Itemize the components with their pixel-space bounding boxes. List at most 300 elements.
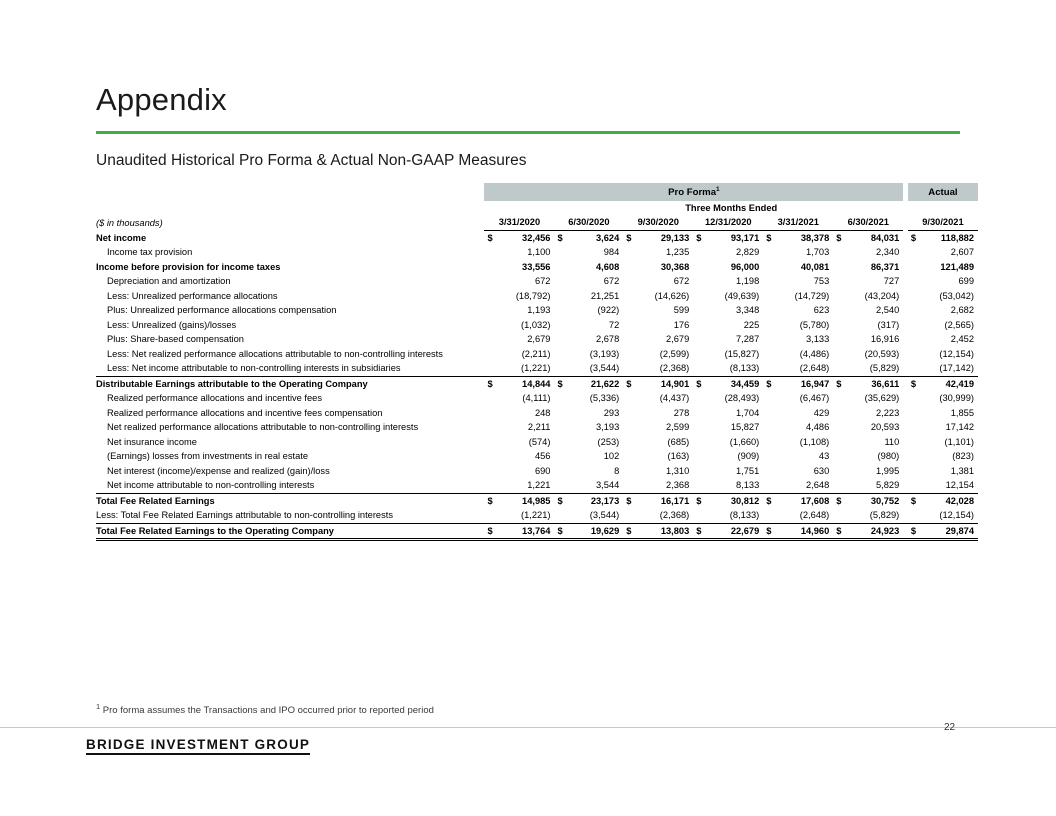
cell-value: 727 [883,276,900,287]
cell-value: (18,792) [515,290,551,301]
currency-symbol [554,435,566,450]
cell-value: 2,452 [950,334,974,345]
row-label: Income tax provision [107,247,193,258]
currency-symbol: $ [908,523,920,540]
cell-value: (5,780) [799,319,830,330]
currency-symbol [554,420,566,435]
footer-divider [0,727,1056,728]
cell-value: 19,629 [566,523,623,540]
cell-value: (12,154) [939,510,974,521]
cell-value: 630 [813,465,830,476]
col-head-5: 6/30/2021 [833,215,903,230]
footnote [96,702,434,716]
cell-value: (20,593) [864,348,900,359]
currency-symbol [693,245,705,260]
currency-symbol: $ [908,493,920,508]
currency-symbol [623,391,635,406]
cell-value: 3,193 [596,422,620,433]
table-row [96,318,978,333]
cell-value: (14,626) [654,290,690,301]
currency-symbol [623,464,635,479]
cell-value: 3,544 [596,480,620,491]
currency-symbol [554,289,566,304]
cell-value: 2,340 [876,247,900,258]
cell-value: (980) [877,451,900,462]
period-blank [96,201,484,216]
cell-value: 1,193 [527,305,551,316]
currency-symbol [693,289,705,304]
cell-value: 8,133 [736,480,760,491]
col-head-2: 9/30/2020 [623,215,693,230]
currency-symbol: $ [693,523,705,540]
cell-value: (17,142) [939,363,974,374]
row-label: Total Fee Related Earnings [96,493,484,508]
cell-value: 17,142 [945,422,974,433]
cell-value: (2,368) [659,510,690,521]
cell-value: (4,437) [659,393,690,404]
cell-value: 24,923 [845,523,903,540]
currency-symbol: $ [763,376,775,391]
cell-value: 753 [813,276,830,287]
row-label: Net insurance income [107,436,197,447]
currency-symbol [484,289,496,304]
cell-value: (4,111) [522,393,551,404]
currency-symbol [833,420,845,435]
currency-symbol: $ [484,376,496,391]
cell-value: 4,608 [596,261,620,272]
cell-value: (28,493) [724,393,760,404]
table-row [96,420,978,435]
currency-symbol [623,361,635,376]
currency-symbol: $ [763,493,775,508]
table-row [96,245,978,260]
cell-value: (1,221) [521,363,551,374]
cell-value: (12,154) [939,348,974,359]
cell-value: 93,171 [730,232,760,243]
cell-value: 278 [673,407,690,418]
cell-value: 429 [813,407,830,418]
cell-value: (922) [597,305,620,316]
page-subtitle: Unaudited Historical Pro Forma & Actual Non-GAAP Measures [96,152,527,169]
currency-symbol [554,449,566,464]
cell-value: 14,901 [635,376,693,391]
table-row [96,361,978,376]
cell-value: 84,031 [870,232,900,243]
cell-value: (253) [597,436,620,447]
cell-value: 14,985 [496,493,554,508]
currency-symbol: $ [623,493,635,508]
row-label: Realized performance allocations and incentive fees [107,393,322,404]
cell-value: (3,544) [589,363,620,374]
currency-symbol [554,406,566,421]
currency-symbol [484,464,496,479]
currency-symbol [484,303,496,318]
currency-symbol [908,508,920,523]
currency-symbol [623,449,635,464]
currency-symbol [908,420,920,435]
cell-value: 21,622 [566,376,623,391]
currency-symbol [908,406,920,421]
currency-symbol: $ [833,376,845,391]
cell-value: 14,960 [775,523,833,540]
currency-symbol [623,245,635,260]
currency-symbol [484,260,496,275]
cell-value: (685) [667,436,690,447]
table-row [96,493,978,508]
currency-symbol: $ [626,232,632,243]
cell-value: 1,235 [666,247,690,258]
currency-symbol [693,303,705,318]
cell-value: 248 [534,407,551,418]
currency-symbol [484,347,496,362]
cell-value: 4,486 [806,422,830,433]
cell-value: (3,193) [589,348,620,359]
cell-value: 72 [608,319,620,330]
currency-symbol: $ [554,376,566,391]
currency-symbol [908,449,920,464]
currency-symbol [833,260,845,275]
currency-symbol [484,449,496,464]
currency-symbol [484,391,496,406]
currency-symbol: $ [693,493,705,508]
currency-symbol [693,332,705,347]
cell-value: 102 [603,451,620,462]
cell-value: (30,999) [939,393,974,404]
cell-value: 15,827 [730,422,760,433]
currency-symbol [693,464,705,479]
cell-value: (14,729) [794,290,830,301]
page-number: 22 [944,722,956,733]
currency-symbol [693,508,705,523]
currency-symbol [484,332,496,347]
cell-value: 1,100 [527,247,551,258]
footnote-marker: 1 [96,702,101,711]
cell-value: 29,874 [920,523,978,540]
currency-symbol [833,245,845,260]
cell-value: 672 [603,276,620,287]
currency-symbol [763,347,775,362]
currency-symbol: $ [908,376,920,391]
cell-value: 623 [813,305,830,316]
cell-value: 690 [534,465,551,476]
row-label: Net income attributable to non-controlling interests [107,480,315,491]
row-label: Net interest (income)/expense and realized (gain)/loss [107,465,330,476]
cell-value: 293 [603,407,620,418]
cell-value: 1,855 [950,407,974,418]
cell-value: (8,133) [729,363,760,374]
currency-symbol [693,435,705,450]
cell-value: 86,371 [870,261,900,272]
currency-symbol [623,289,635,304]
currency-symbol [693,260,705,275]
cell-value: 8 [614,465,620,476]
col-head-4: 3/31/2021 [763,215,833,230]
cell-value: 42,028 [920,493,978,508]
cell-value: 32,456 [522,232,551,243]
currency-symbol [693,274,705,289]
header-three-months-ended: Three Months Ended [685,202,778,213]
cell-value: 2,648 [806,480,830,491]
currency-symbol [693,318,705,333]
currency-symbol [554,332,566,347]
row-label: Plus: Unrealized performance allocations compensation [107,305,337,316]
table-row [96,508,978,523]
currency-symbol [484,274,496,289]
row-label: Distributable Earnings attributable to the Operating Company [96,376,484,391]
company-logo: BRIDGE INVESTMENT GROUP [86,737,310,755]
currency-symbol [833,274,845,289]
cell-value: 2,679 [527,334,551,345]
cell-value: 2,368 [666,480,690,491]
cell-value: 2,223 [876,407,900,418]
header-row-groups [96,183,978,201]
currency-symbol [763,391,775,406]
row-label: Realized performance allocations and incentive fees compensation [107,407,383,418]
cell-value: 20,593 [870,422,900,433]
currency-symbol [554,464,566,479]
cell-value: (2,211) [521,348,551,359]
cell-value: 1,198 [736,276,760,287]
page-title: Appendix [96,82,227,117]
cell-value: 2,540 [876,305,900,316]
currency-symbol [763,406,775,421]
currency-symbol [763,332,775,347]
currency-symbol [484,245,496,260]
cell-value: (317) [877,319,900,330]
table-row [96,289,978,304]
row-label: Depreciation and amortization [107,276,231,287]
cell-value: 7,287 [736,334,760,345]
currency-symbol [693,406,705,421]
footnote-text: Pro forma assumes the Transactions and IPO occurred prior to reported period [100,705,434,717]
header-blank [96,183,484,201]
cell-value: 699 [958,276,974,287]
currency-symbol [763,303,775,318]
currency-symbol [763,435,775,450]
cell-value: 1,310 [666,465,690,476]
col-head-3: 12/31/2020 [693,215,763,230]
cell-value: 225 [743,319,760,330]
cell-value: (1,032) [521,319,551,330]
currency-symbol [908,332,920,347]
cell-value: 2,678 [596,334,620,345]
currency-symbol [763,289,775,304]
currency-symbol [693,361,705,376]
cell-value: (1,101) [944,436,974,447]
cell-value: 21,251 [590,290,620,301]
currency-symbol [763,361,775,376]
currency-symbol [623,303,635,318]
currency-symbol: $ [696,232,702,243]
cell-value: 456 [534,451,551,462]
table-row [96,449,978,464]
cell-value: (35,629) [864,393,900,404]
currency-symbol: $ [910,232,917,243]
units-label: ($ in thousands) [96,217,163,228]
currency-symbol [763,508,775,523]
currency-symbol [623,406,635,421]
table-row [96,303,978,318]
cell-value: 23,173 [566,493,623,508]
table-row [96,478,978,493]
currency-symbol [554,274,566,289]
currency-symbol: $ [623,376,635,391]
currency-symbol [623,508,635,523]
financial-table [96,183,978,541]
currency-symbol: $ [766,232,772,243]
currency-symbol [623,347,635,362]
currency-symbol [763,420,775,435]
cell-value: (49,639) [724,290,760,301]
row-label: Plus: Share-based compensation [107,334,244,345]
cell-value: 672 [534,276,551,287]
cell-value: 30,752 [845,493,903,508]
header-row-dates [96,215,978,230]
currency-symbol [484,478,496,493]
cell-value: 3,624 [596,232,620,243]
currency-symbol [693,478,705,493]
currency-symbol: $ [554,523,566,540]
currency-symbol: $ [836,232,842,243]
table-row [96,406,978,421]
cell-value: (8,133) [729,510,760,521]
currency-symbol [908,260,920,275]
cell-value: 1,381 [950,465,974,476]
currency-symbol [908,435,920,450]
pro-forma-footnote-marker: 1 [716,186,720,193]
cell-value: 40,081 [800,261,830,272]
cell-value: 2,211 [527,422,551,433]
cell-value: 2,679 [666,334,690,345]
cell-value: (2,368) [659,363,690,374]
cell-value: (15,827) [724,348,760,359]
currency-symbol [833,361,845,376]
currency-symbol [554,361,566,376]
cell-value: 12,154 [945,480,974,491]
currency-symbol: $ [623,523,635,540]
cell-value: 2,599 [666,422,690,433]
cell-value: (163) [667,451,690,462]
cell-value: 176 [673,319,690,330]
currency-symbol [623,260,635,275]
row-label: Total Fee Related Earnings to the Operating Company [96,523,484,540]
cell-value: 3,348 [736,305,760,316]
currency-symbol [484,361,496,376]
currency-symbol [554,260,566,275]
currency-symbol [763,318,775,333]
cell-value: (1,660) [729,436,760,447]
currency-symbol [833,332,845,347]
table-row [96,435,978,450]
cell-value: (574) [528,436,551,447]
cell-value: 38,378 [800,232,830,243]
cell-value: 30,812 [705,493,763,508]
table-body [96,230,978,540]
table-row [96,347,978,362]
cell-value: 1,751 [736,465,760,476]
cell-value: (2,648) [799,510,830,521]
table-row [96,332,978,347]
cell-value: 1,221 [527,480,551,491]
currency-symbol [693,347,705,362]
row-label: Less: Unrealized (gains)/losses [107,319,237,330]
row-label: Less: Net realized performance allocations attributable to non-controlling interests [107,348,443,359]
cell-value: (1,108) [799,436,830,447]
currency-symbol [554,303,566,318]
cell-value: 30,368 [660,261,690,272]
table-header [96,183,978,230]
currency-symbol [833,435,845,450]
currency-symbol [554,245,566,260]
currency-symbol [908,318,920,333]
cell-value: 2,829 [736,247,760,258]
cell-value: 16,171 [635,493,693,508]
cell-value: 672 [673,276,690,287]
currency-symbol: $ [557,232,563,243]
cell-value: 118,882 [940,232,974,243]
currency-symbol [554,508,566,523]
currency-symbol [908,478,920,493]
row-label: (Earnings) losses from investments in real estate [107,451,308,462]
currency-symbol [908,289,920,304]
table-row [96,230,978,245]
header-pro-forma: Pro Forma$^1$ [484,183,903,201]
header-row-period [96,201,978,216]
col-head-0: 3/31/2020 [484,215,554,230]
currency-symbol [763,245,775,260]
cell-value: (1,221) [521,510,551,521]
row-label: Net realized performance allocations attributable to non-controlling interests [107,422,419,433]
currency-symbol [908,245,920,260]
cell-value: 1,703 [806,247,830,258]
row-label: Net income [96,232,147,243]
currency-symbol [833,303,845,318]
cell-value: (5,829) [869,363,900,374]
table-row [96,391,978,406]
cell-value: 16,916 [870,334,900,345]
cell-value: (3,544) [589,510,620,521]
currency-symbol [554,391,566,406]
currency-symbol [554,347,566,362]
table-row [96,523,978,540]
cell-value: (43,204) [864,290,900,301]
currency-symbol [484,435,496,450]
cell-value: 3,133 [806,334,830,345]
table-row [96,260,978,275]
cell-value: (6,467) [799,393,830,404]
currency-symbol [763,478,775,493]
currency-symbol: $ [833,493,845,508]
currency-symbol [623,274,635,289]
cell-value: 42,419 [920,376,978,391]
currency-symbol [623,478,635,493]
cell-value: 1,995 [876,465,900,476]
row-label: Less: Total Fee Related Earnings attributable to non-controlling interests [96,510,393,521]
currency-symbol [693,391,705,406]
currency-symbol [833,391,845,406]
currency-symbol: $ [833,523,845,540]
table-row [96,464,978,479]
currency-symbol [623,318,635,333]
currency-symbol [833,347,845,362]
currency-symbol [693,449,705,464]
cell-value: 34,459 [705,376,763,391]
col-head-1: 6/30/2020 [554,215,623,230]
currency-symbol [908,361,920,376]
currency-symbol: $ [487,232,493,243]
cell-value: (5,829) [869,510,900,521]
row-label: Less: Net income attributable to non-controlling interests in subsidiaries [107,363,401,374]
